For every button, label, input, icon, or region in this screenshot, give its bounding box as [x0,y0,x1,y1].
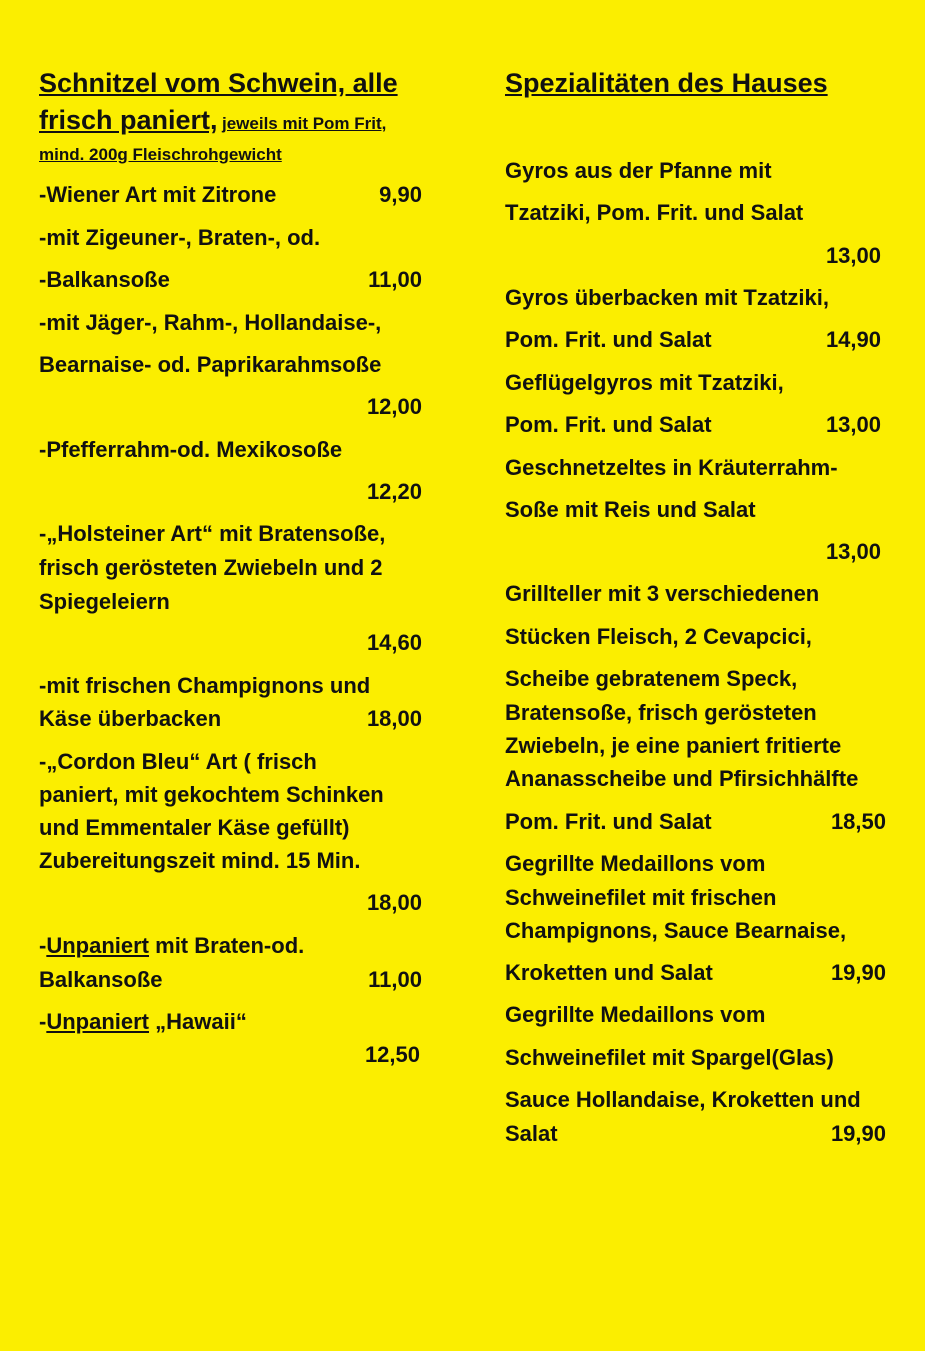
menu-item-price: 18,50 [830,809,886,834]
menu-item-price: 13,00 [825,412,881,437]
left-heading-line1: Schnitzel vom Schwein, alle [39,68,398,98]
menu-item-text: Gyros aus der Pfanne mit [505,158,772,183]
menu-item-text: Pom. Frit. und Salat [505,412,712,437]
menu-item-price: 19,90 [830,1121,886,1146]
menu-item-price: 14,60 [366,630,422,655]
right-heading: Spezialitäten des Hauses [505,68,828,98]
menu-item-price: 11,00 [368,267,422,292]
menu-item-text: paniert, mit gekochtem Schinken [39,782,384,807]
menu-item-price: 12,50 [364,1042,420,1067]
menu-item-price: 19,90 [830,960,886,985]
menu-item-text: -Wiener Art mit Zitrone [39,182,277,207]
menu-item-text: Sauce Hollandaise, Kroketten und [505,1087,861,1112]
unpaniert-braten-line [39,933,304,959]
menu-item-price: 13,00 [825,243,881,268]
menu-item-text: Geschnetzeltes in Kräuterrahm- [505,455,838,480]
menu-item-text: Ananasscheibe und Pfirsichhälfte [505,766,859,791]
menu-item-price: 18,00 [366,706,422,731]
menu-item-text: -mit Jäger-, Rahm-, Hollandaise-, [39,310,382,335]
menu-item-text: Grillteller mit 3 verschiedenen [505,581,820,606]
menu-item-text: Kroketten und Salat [505,960,713,985]
unpaniert-hawaii-line [39,1009,247,1035]
menu-item-price: 14,90 [825,327,881,352]
menu-item-price: 12,00 [366,394,422,419]
menu-item-text: Schweinefilet mit Spargel(Glas) [505,1045,834,1070]
left-heading-line2 [39,105,386,136]
menu-item-price: 13,00 [825,539,881,564]
menu-item-text: Gegrillte Medaillons vom [505,1002,766,1027]
left-heading-note: jeweils mit Pom Frit, [222,114,387,133]
menu-item-text: frisch gerösteten Zwiebeln und 2 [39,555,383,580]
menu-item-text: Zwiebeln, je eine paniert fritierte [505,733,842,758]
menu-item-text: Gyros überbacken mit Tzatziki, [505,285,829,310]
left-heading-note2: mind. 200g Fleischrohgewicht [39,145,282,164]
left-heading-frisch: frisch paniert, [39,105,218,135]
menu-item-text: -Pfefferrahm-od. Mexikosoße [39,437,343,462]
unpaniert-prefix: - [39,1009,47,1034]
menu-item-text: Käse überbacken [39,706,222,731]
menu-item-text: Pom. Frit. und Salat [505,809,712,834]
menu-item-text: Spiegeleiern [39,589,170,614]
unpaniert-label: Unpaniert [46,1009,150,1034]
menu-item-text: Champignons, Sauce Bearnaise, [505,918,847,943]
menu-item-text: Pom. Frit. und Salat [505,327,712,352]
menu-item-text: Scheibe gebratenem Speck, [505,666,798,691]
menu-item-text: Bratensoße, frisch gerösteten [505,700,817,725]
menu-item-price: 9,90 [379,182,422,207]
unpaniert-prefix: - [39,933,47,958]
menu-item-text: -„Holsteiner Art“ mit Bratensoße, [39,521,386,546]
menu-item-price: 12,20 [366,479,422,504]
unpaniert-rest: „Hawaii“ [149,1009,247,1034]
menu-item-price: 11,00 [368,967,422,992]
menu-item-text: -„Cordon Bleu“ Art ( frisch [39,749,317,774]
menu-item-text: Geflügelgyros mit Tzatziki, [505,370,784,395]
menu-item-text: Salat [505,1121,558,1146]
menu-item-text: Soße mit Reis und Salat [505,497,756,522]
menu-item-text: -mit Zigeuner-, Braten-, od. [39,225,321,250]
menu-item-text: -mit frischen Champignons und [39,673,371,698]
menu-item-text: Balkansoße [39,967,163,992]
menu-item-text: Schweinefilet mit frischen [505,885,777,910]
menu-item-text: Zubereitungszeit mind. 15 Min. [39,848,361,873]
menu-item-text: und Emmentaler Käse gefüllt) [39,815,350,840]
unpaniert-rest: mit Braten-od. [149,933,305,958]
menu-item-text: Gegrillte Medaillons vom [505,851,766,876]
menu-item-text: -Balkansoße [39,267,170,292]
menu-item-text: Bearnaise- od. Paprikarahmsoße [39,352,382,377]
menu-item-text: Tzatziki, Pom. Frit. und Salat [505,200,804,225]
menu-item-text: Stücken Fleisch, 2 Cevapcici, [505,624,812,649]
menu-item-price: 18,00 [366,890,422,915]
unpaniert-label: Unpaniert [46,933,150,958]
